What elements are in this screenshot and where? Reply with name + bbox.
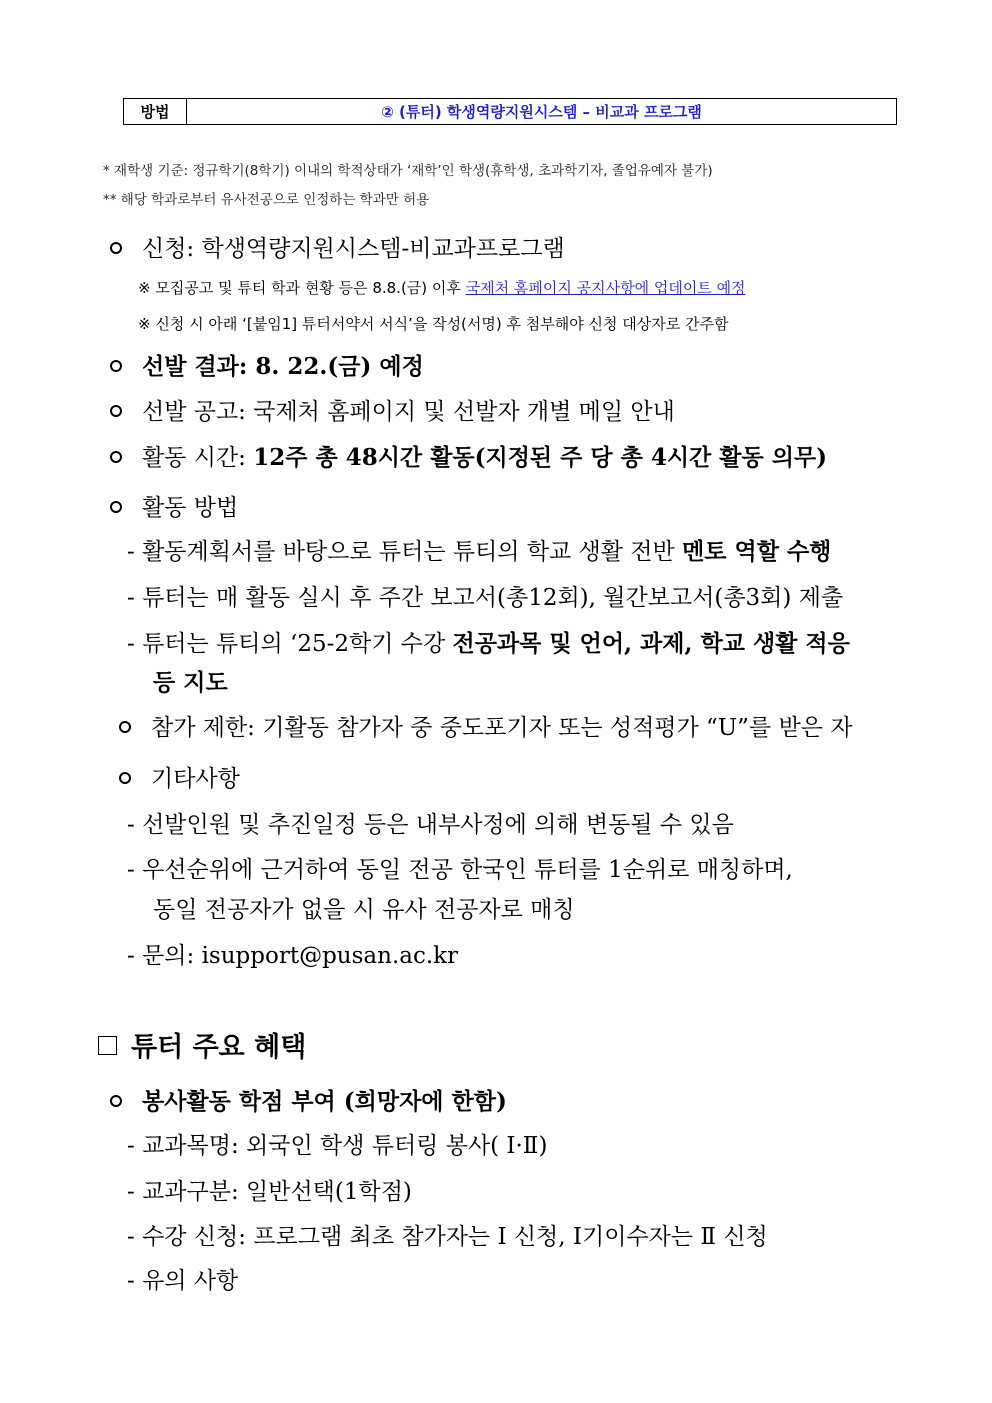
circle-bullet-icon <box>119 772 131 784</box>
benefits-item-1: - 교과목명: 외국인 학생 튜터링 봉사( Ⅰ·Ⅱ) <box>127 1133 548 1159</box>
announce-text: 선발 공고: 국제처 홈페이지 및 선발자 개별 메일 안내 <box>142 399 675 425</box>
benefits-item-3: - 수강 신청: 프로그램 최초 참가자는 Ⅰ 신청, Ⅰ기이수자는 Ⅱ 신청 <box>127 1224 768 1250</box>
activity-time-prefix: 활동 시간: <box>142 445 254 471</box>
activity-method-item-3-bold: 전공과목 및 언어, 과제, 학교 생활 적응 <box>452 630 850 657</box>
circle-bullet-icon <box>110 1095 122 1107</box>
others-title: 기타사항 <box>151 766 240 792</box>
benefits-item-2: - 교과구분: 일반선택(1학점) <box>127 1179 412 1205</box>
circle-bullet-icon <box>110 405 122 417</box>
activity-method-item-3-cont: 등 지도 <box>153 669 228 696</box>
benefits-heading: 튜터 주요 혜택 <box>131 1032 307 1063</box>
restriction-line <box>119 709 852 742</box>
benefits-subtitle-line <box>110 1083 507 1116</box>
activity-method-item-1 <box>127 533 831 566</box>
circle-bullet-icon <box>119 721 131 733</box>
others-item-2: - 우선순위에 근거하여 동일 전공 한국인 튜터를 1순위로 매칭하며, <box>127 857 793 883</box>
benefits-subtitle: 봉사활동 학점 부여 (희망자에 한함) <box>142 1088 507 1115</box>
others-item-2-cont: 동일 전공자가 없을 시 유사 전공자로 매칭 <box>153 897 575 923</box>
result-text: 선발 결과: 8. 22.(금) 예정 <box>142 353 424 380</box>
activity-method-item-1-prefix: - 활동계획서를 바탕으로 튜터는 튜티의 학교 생활 전반 <box>127 539 683 565</box>
activity-method-item-1-bold: 멘토 역할 수행 <box>682 538 832 565</box>
apply-note-1 <box>138 277 746 298</box>
activity-method-title: 활동 방법 <box>142 495 239 521</box>
apply-note-2: ※ 신청 시 아래 ‘[붙임1] 튜터서약서 서식’을 작성(서명) 후 첨부해야 신청 대상자로 간주함 <box>138 315 729 333</box>
square-bullet-icon <box>98 1036 117 1055</box>
benefits-heading-line <box>98 1025 306 1064</box>
activity-time-bold: 12주 총 48시간 활동(지정된 주 당 총 4시간 활동 의무) <box>253 444 828 471</box>
circle-bullet-icon <box>110 501 122 513</box>
apply-note-1-prefix: ※ 모집공고 및 튜티 학과 현황 등은 8.8.(금) 이후 <box>138 279 466 297</box>
result-line <box>110 348 424 381</box>
apply-line <box>110 230 565 263</box>
circle-bullet-icon <box>110 242 122 254</box>
activity-method-item-3 <box>127 625 850 658</box>
activity-method-item-3-prefix: - 튜터는 튜티의 ‘25-2학기 수강 <box>127 631 453 657</box>
method-value: ② (튜터) 학생역량지원시스템 – 비교과 프로그램 <box>381 103 702 121</box>
footnote-2: ** 해당 학과로부터 유사전공으로 인정하는 학과만 허용 <box>103 192 430 208</box>
notice-link[interactable]: 국제처 홈페이지 공지사항에 업데이트 예정 <box>465 279 746 297</box>
activity-time-line <box>110 439 827 472</box>
others-item-1: - 선발인원 및 추진일정 등은 내부사정에 의해 변동될 수 있음 <box>127 812 734 838</box>
activity-method-item-2: - 튜터는 매 활동 실시 후 주간 보고서(총12회), 월간보고서(총3회) 제출 <box>127 585 844 611</box>
activity-method-title-line <box>110 489 238 522</box>
announce-line <box>110 393 675 426</box>
method-label: 방법 <box>124 99 187 124</box>
benefits-item-4: - 유의 사항 <box>127 1268 239 1294</box>
method-table <box>123 98 897 125</box>
others-item-3: - 문의: isupport@pusan.ac.kr <box>127 943 459 969</box>
footnote-1: * 재학생 기준: 정규학기(8학기) 이내의 학적상태가 ‘재학’인 학생(휴학생, 초과학기자, 졸업유예자 불가) <box>103 163 713 179</box>
others-title-line <box>119 760 240 793</box>
circle-bullet-icon <box>110 451 122 463</box>
apply-text: 신청: 학생역량지원시스템-비교과프로그램 <box>142 236 565 262</box>
restriction-text: 참가 제한: 기활동 참가자 중 중도포기자 또는 성적평가 “U”를 받은 자 <box>151 715 853 741</box>
circle-bullet-icon <box>110 360 122 372</box>
